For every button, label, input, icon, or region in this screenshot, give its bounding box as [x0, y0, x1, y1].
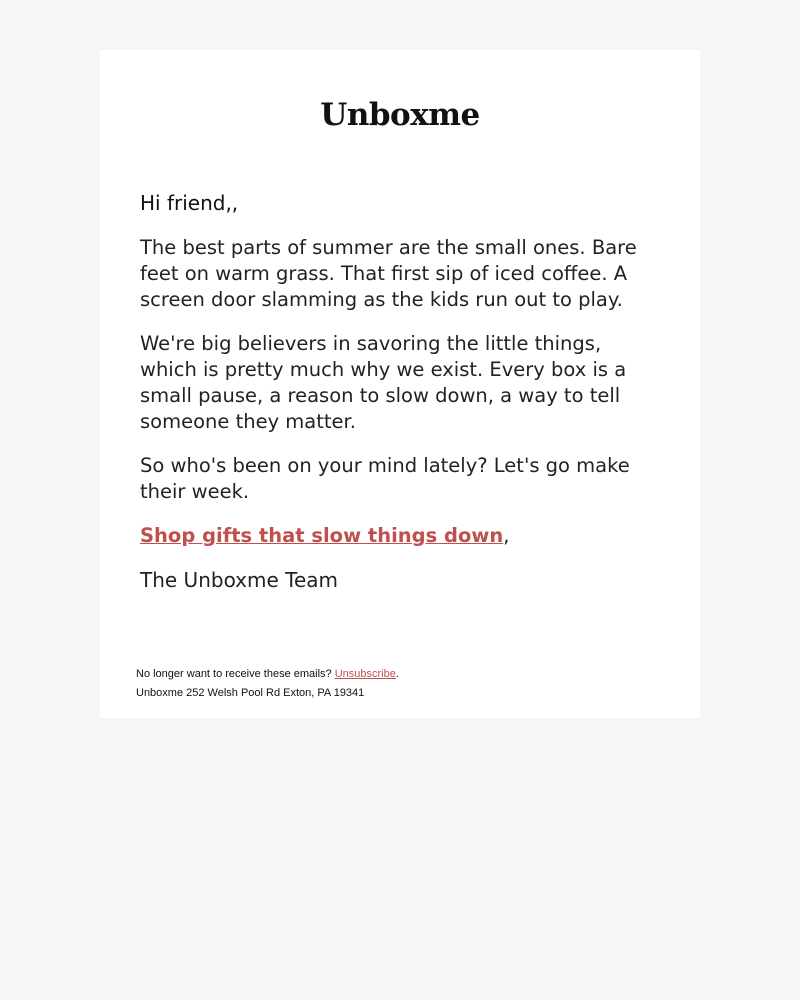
paragraph-1: The best parts of summer are the small ones. Bare feet on warm grass. That first sip of iced coffee. A screen door slamming as the kids run out to play.	[140, 236, 637, 311]
email-body	[140, 190, 660, 593]
unsubscribe-suffix: .	[395, 668, 399, 680]
unsubscribe-link[interactable]: Unsubscribe	[334, 668, 396, 680]
brand-logo[interactable]: Unboxme	[320, 97, 480, 133]
email-footer	[136, 665, 399, 703]
email-card	[100, 50, 700, 718]
cta-suffix: ,	[503, 524, 510, 547]
cta-line	[140, 523, 660, 549]
unsubscribe-prefix: No longer want to receive these emails?	[136, 668, 335, 680]
signoff-text: The Unboxme Team	[140, 568, 339, 592]
unsubscribe-line	[136, 665, 399, 684]
paragraph-3: So who's been on your mind lately? Let's go make their week.	[140, 454, 630, 503]
paragraph-2: We're big believers in savoring the little things, which is pretty much why we exist. Every box is a small pause, a reason to slow down, a way to tell someone they matter.	[140, 332, 627, 433]
shop-gifts-link[interactable]: Shop gifts that slow things down	[140, 524, 504, 547]
company-address: Unboxme 252 Welsh Pool Rd Exton, PA 19341	[136, 687, 365, 699]
greeting-text: Hi friend,,	[140, 191, 239, 215]
